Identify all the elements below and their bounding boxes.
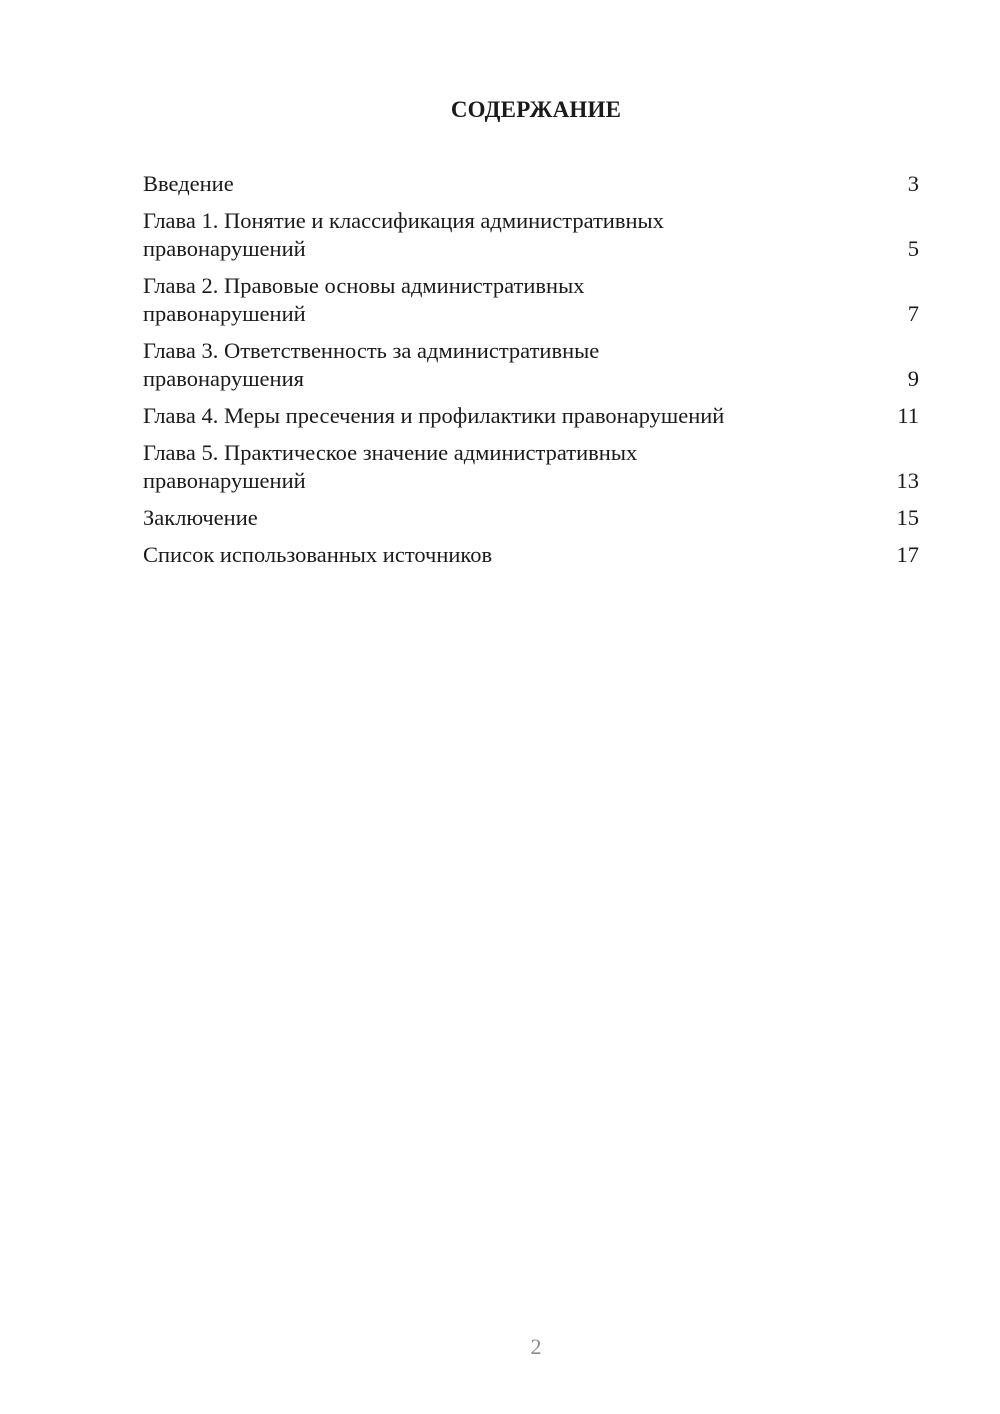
toc-entry-text — [143, 170, 234, 198]
toc-entry-page: 13 — [896, 468, 919, 493]
toc-entry-chapter-3 — [143, 337, 919, 393]
toc-entry-chapter-2 — [143, 272, 919, 328]
toc-entry-line: Введение — [143, 171, 234, 196]
page-number: 2 — [530, 1334, 542, 1359]
toc-entry-line: правонарушений — [143, 301, 306, 326]
toc-entry-line: Глава 3. Ответственность за административные — [143, 338, 600, 363]
toc-entry-references — [143, 541, 919, 569]
toc-entry-text — [143, 207, 664, 263]
toc-entry-text — [143, 272, 584, 328]
toc-entry-text — [143, 541, 492, 569]
toc-entry-text — [143, 504, 258, 532]
toc-entry-line: Глава 2. Правовые основы административных — [143, 273, 585, 298]
toc-entry-line: правонарушений — [143, 236, 306, 261]
toc-entry-chapter-4 — [143, 402, 919, 430]
toc-entry-text — [143, 337, 599, 393]
toc-entry-page: 15 — [896, 505, 919, 530]
toc-entry-page: 17 — [896, 542, 919, 567]
toc-entry-conclusion — [143, 504, 919, 532]
toc-entry-line: Заключение — [143, 505, 258, 530]
toc-entry-line: Глава 1. Понятие и классификация административных — [143, 208, 664, 233]
table-of-contents — [143, 170, 919, 578]
toc-entry-page: 3 — [907, 171, 919, 196]
toc-entry-page: 11 — [897, 403, 919, 428]
toc-entry-chapter-1 — [143, 207, 919, 263]
toc-entry-line: Глава 4. Меры пресечения и профилактики правонарушений — [143, 403, 725, 428]
toc-entry-line: Список использованных источников — [143, 542, 493, 567]
toc-entry-introduction — [143, 170, 919, 198]
toc-entry-text — [143, 439, 637, 495]
toc-entry-page: 7 — [907, 301, 919, 326]
toc-entry-page: 9 — [907, 366, 919, 391]
toc-entry-line: правонарушений — [143, 468, 306, 493]
toc-entry-line: Глава 5. Практическое значение административных — [143, 440, 638, 465]
toc-entry-line: правонарушения — [143, 366, 304, 391]
toc-entry-page: 5 — [907, 236, 919, 261]
page-title: СОДЕРЖАНИЕ — [450, 97, 622, 122]
toc-entry-text — [143, 402, 724, 430]
toc-entry-chapter-5 — [143, 439, 919, 495]
